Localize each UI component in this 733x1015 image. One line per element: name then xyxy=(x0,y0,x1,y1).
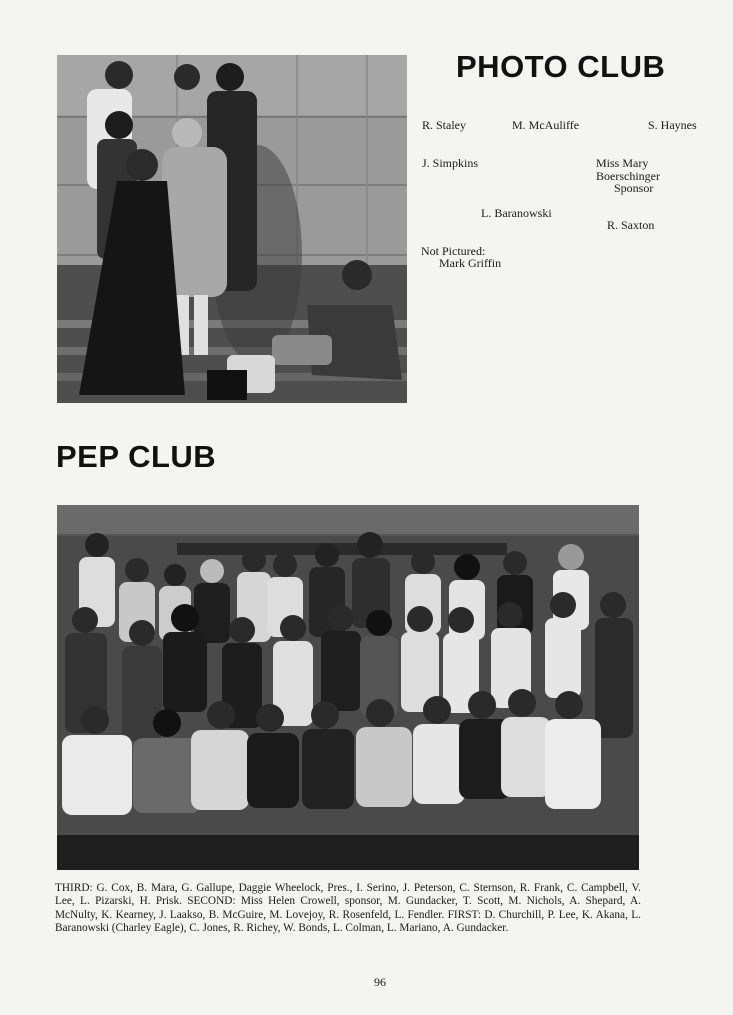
pep-club-caption: THIRD: G. Cox, B. Mara, G. Gallupe, Daggie Wheelock, Pres., I. Serino, J. Peterson, C. Sternson, R. Frank, C. Campbell, V. Lee, L. Pizarski, H. Prisk. SECOND: Miss Helen Crowell, sponsor, M. Gundacker, T. Scott, M. Nichols, A. Shepard, A. McNulty, K. Kearney, J. Laakso, B. McGuire, M. Lovejoy, R. Rosenfeld, L. Fendler. FIRST: D. Churchill, P. Lee, K. Akana, L. Baranowski (Charley Eagle), C. Jones, R. Richey, W. Bonds, L. Colman, L. Mariano, A. Gundacker. xyxy=(55,882,641,934)
photo-club-title: PHOTO CLUB xyxy=(456,49,666,84)
sponsor-label: Sponsor xyxy=(614,181,654,195)
member-name: R. Staley xyxy=(422,118,466,132)
member-name: J. Simpkins xyxy=(422,156,479,170)
member-name: S. Haynes xyxy=(648,118,697,132)
not-pictured-name: Mark Griffin xyxy=(439,256,502,270)
not-pictured-label: Not Pictured: xyxy=(421,244,486,258)
member-name: R. Saxton xyxy=(607,218,655,232)
sponsor-name-line: Miss Mary xyxy=(596,156,649,170)
sponsor-name-line: Boerschinger xyxy=(596,169,660,183)
member-name: M. McAuliffe xyxy=(512,118,580,132)
member-name: L. Baranowski xyxy=(481,206,552,220)
photo-club-photo xyxy=(57,55,407,403)
page-number: 96 xyxy=(374,975,386,989)
pep-club-title: PEP CLUB xyxy=(56,439,217,474)
pep-club-photo xyxy=(57,505,639,870)
